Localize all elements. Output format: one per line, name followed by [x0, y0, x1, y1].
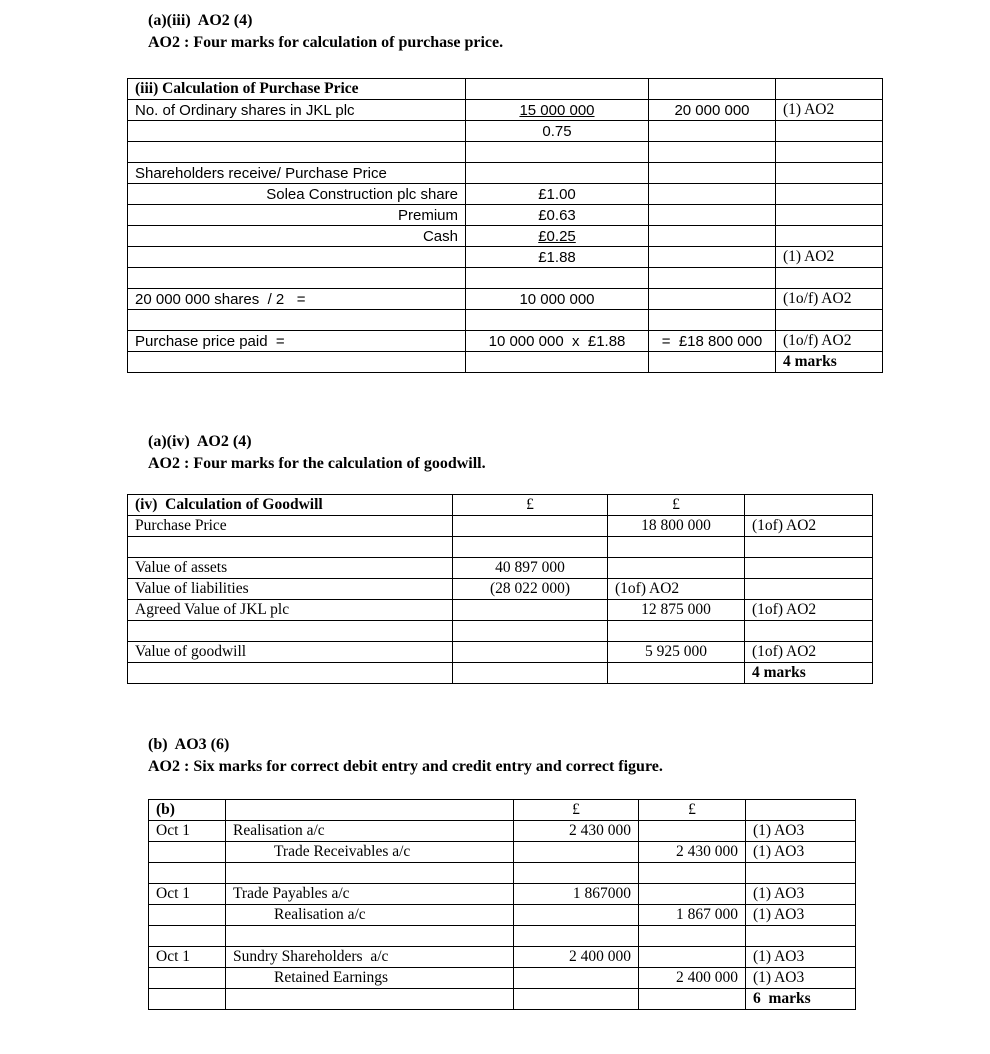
table-cell: 4 marks	[776, 352, 883, 373]
table-cell: £	[453, 495, 608, 516]
table-cell	[226, 989, 514, 1010]
table-cell: (1) AO3	[746, 842, 856, 863]
table-row	[128, 663, 873, 684]
table-cell	[128, 310, 466, 331]
table-row	[128, 205, 883, 226]
table-cell	[639, 947, 746, 968]
table-cell: Trade Receivables a/c	[226, 842, 514, 863]
table-cell: Retained Earnings	[226, 968, 514, 989]
table-row	[128, 121, 883, 142]
table-cell: 0.75	[466, 121, 649, 142]
table-cell: (iii) Calculation of Purchase Price	[128, 79, 466, 100]
table-cell	[649, 226, 776, 247]
table-cell: 40 897 000	[453, 558, 608, 579]
goodwill-table	[127, 494, 873, 684]
table-cell	[128, 121, 466, 142]
table-row	[128, 79, 883, 100]
table-row	[149, 863, 856, 884]
table-cell	[514, 863, 639, 884]
table-cell: Purchase Price	[128, 516, 453, 537]
table-cell: (1of) AO2	[745, 516, 873, 537]
section-subheading: AO2 : Four marks for calculation of purchase price.	[148, 34, 504, 51]
table-cell: Purchase price paid =	[128, 331, 466, 352]
table-row	[128, 289, 883, 310]
table-row	[128, 163, 883, 184]
table-cell: 5 925 000	[608, 642, 745, 663]
table-cell	[453, 516, 608, 537]
table-cell	[776, 142, 883, 163]
table-cell: Sundry Shareholders a/c	[226, 947, 514, 968]
table-cell	[514, 905, 639, 926]
table-row	[128, 352, 883, 373]
table-row	[128, 600, 873, 621]
table-row	[149, 905, 856, 926]
table-cell: £	[514, 800, 639, 821]
table-cell	[128, 247, 466, 268]
table-row	[128, 100, 883, 121]
table-cell	[466, 163, 649, 184]
table-cell	[776, 268, 883, 289]
table-row	[149, 989, 856, 1010]
table-cell	[746, 926, 856, 947]
table-cell: Realisation a/c	[226, 905, 514, 926]
table-cell	[649, 289, 776, 310]
section-subheading: AO2 : Four marks for the calculation of goodwill.	[148, 455, 486, 472]
table-cell	[149, 842, 226, 863]
table-cell	[649, 247, 776, 268]
table-cell	[453, 663, 608, 684]
table-row	[128, 331, 883, 352]
table-cell: Solea Construction plc share	[128, 184, 466, 205]
table-cell	[745, 621, 873, 642]
section-heading: (b) AO3 (6)	[148, 736, 230, 753]
table-cell: (1o/f) AO2	[776, 331, 883, 352]
table-cell: £	[639, 800, 746, 821]
table-cell	[649, 310, 776, 331]
table-cell	[514, 989, 639, 1010]
table-cell: £1.88	[466, 247, 649, 268]
table-cell	[466, 352, 649, 373]
purchase-price-table	[127, 78, 883, 373]
table-cell: Cash	[128, 226, 466, 247]
table-row	[128, 516, 873, 537]
table-cell	[639, 926, 746, 947]
table-row	[149, 947, 856, 968]
table-row	[128, 579, 873, 600]
table-row	[149, 884, 856, 905]
table-cell: 20 000 000	[649, 100, 776, 121]
table-cell	[608, 621, 745, 642]
table-cell	[226, 926, 514, 947]
section-a-iv-header	[148, 431, 486, 475]
table-cell: Value of assets	[128, 558, 453, 579]
table-cell	[639, 884, 746, 905]
table-cell	[639, 863, 746, 884]
table-cell	[128, 663, 453, 684]
table-row	[128, 226, 883, 247]
table-cell	[776, 163, 883, 184]
table-cell: 1 867000	[514, 884, 639, 905]
table-cell	[776, 121, 883, 142]
table-cell: Value of goodwill	[128, 642, 453, 663]
table-cell: (1of) AO2	[745, 642, 873, 663]
table-cell: (1of) AO2	[608, 579, 745, 600]
table-cell	[149, 863, 226, 884]
table-cell: (1) AO3	[746, 947, 856, 968]
table-cell: (1) AO3	[746, 905, 856, 926]
table-cell	[128, 621, 453, 642]
table-cell: (1) AO3	[746, 821, 856, 842]
table-cell: (1) AO3	[746, 884, 856, 905]
table-cell	[745, 495, 873, 516]
table-cell: (b)	[149, 800, 226, 821]
table-cell	[649, 142, 776, 163]
table-cell	[608, 537, 745, 558]
table-cell	[745, 579, 873, 600]
section-heading: (a)(iv) AO2 (4)	[148, 433, 252, 450]
table-cell: 10 000 000	[466, 289, 649, 310]
table-cell: Realisation a/c	[226, 821, 514, 842]
table-cell	[608, 663, 745, 684]
table-cell: (1of) AO2	[745, 600, 873, 621]
table-cell	[128, 268, 466, 289]
table-cell: (1) AO3	[746, 968, 856, 989]
table-cell: Agreed Value of JKL plc	[128, 600, 453, 621]
table-cell	[128, 352, 466, 373]
table-row	[128, 310, 883, 331]
table-cell	[466, 142, 649, 163]
table-cell: Oct 1	[149, 884, 226, 905]
table-cell	[649, 79, 776, 100]
table-cell	[128, 142, 466, 163]
table-cell	[453, 537, 608, 558]
table-cell: (1o/f) AO2	[776, 289, 883, 310]
journal-entries-table	[148, 799, 856, 1010]
table-row	[128, 184, 883, 205]
section-heading: (a)(iii) AO2 (4)	[148, 12, 253, 29]
table-cell: 2 400 000	[514, 947, 639, 968]
table-cell: Oct 1	[149, 821, 226, 842]
table-cell	[149, 968, 226, 989]
table-row	[128, 537, 873, 558]
table-cell	[466, 310, 649, 331]
table-row	[128, 558, 873, 579]
table-cell	[608, 558, 745, 579]
table-cell: (28 022 000)	[453, 579, 608, 600]
table-row	[128, 142, 883, 163]
table-cell: = £18 800 000	[649, 331, 776, 352]
table-cell: £1.00	[466, 184, 649, 205]
table-cell: 15 000 000	[466, 100, 649, 121]
table-cell	[149, 989, 226, 1010]
table-cell: 10 000 000 x £1.88	[466, 331, 649, 352]
table-cell	[453, 600, 608, 621]
table-cell	[776, 226, 883, 247]
table-cell	[453, 621, 608, 642]
table-cell	[149, 926, 226, 947]
table-cell	[649, 205, 776, 226]
table-cell	[453, 642, 608, 663]
table-cell	[226, 800, 514, 821]
table-cell: No. of Ordinary shares in JKL plc	[128, 100, 466, 121]
table-cell	[776, 184, 883, 205]
table-cell	[226, 863, 514, 884]
section-subheading: AO2 : Six marks for correct debit entry and credit entry and correct figure.	[148, 758, 663, 775]
table-row	[149, 800, 856, 821]
table-cell: 1 867 000	[639, 905, 746, 926]
table-cell: Premium	[128, 205, 466, 226]
table-cell: Oct 1	[149, 947, 226, 968]
table-cell	[649, 352, 776, 373]
table-row	[128, 495, 873, 516]
table-cell	[746, 863, 856, 884]
table-row	[149, 842, 856, 863]
table-cell	[649, 184, 776, 205]
table-cell	[128, 537, 453, 558]
table-cell	[746, 800, 856, 821]
table-cell: 6 marks	[746, 989, 856, 1010]
table-cell	[514, 968, 639, 989]
table-cell	[776, 310, 883, 331]
table-cell	[745, 558, 873, 579]
table-cell: Trade Payables a/c	[226, 884, 514, 905]
section-b-header	[148, 734, 663, 778]
table-cell: (1) AO2	[776, 247, 883, 268]
table-cell: 18 800 000	[608, 516, 745, 537]
table-cell	[776, 205, 883, 226]
table-cell	[514, 926, 639, 947]
table-cell: £0.63	[466, 205, 649, 226]
table-cell: 12 875 000	[608, 600, 745, 621]
table-cell: £	[608, 495, 745, 516]
table-cell: £0.25	[466, 226, 649, 247]
table-cell: 2 430 000	[514, 821, 639, 842]
table-row	[149, 821, 856, 842]
table-row	[149, 926, 856, 947]
table-cell	[149, 905, 226, 926]
table-cell: 2 430 000	[639, 842, 746, 863]
table-cell: Shareholders receive/ Purchase Price	[128, 163, 466, 184]
table-cell	[776, 79, 883, 100]
table-cell	[639, 989, 746, 1010]
section-a-iii-header	[148, 10, 503, 54]
table-cell	[745, 537, 873, 558]
table-cell: Value of liabilities	[128, 579, 453, 600]
table-row	[128, 247, 883, 268]
table-cell	[466, 79, 649, 100]
table-row	[149, 968, 856, 989]
table-cell	[649, 163, 776, 184]
table-cell	[649, 121, 776, 142]
table-cell: 2 400 000	[639, 968, 746, 989]
table-row	[128, 642, 873, 663]
table-row	[128, 621, 873, 642]
table-cell: 20 000 000 shares / 2 =	[128, 289, 466, 310]
table-cell: (1) AO2	[776, 100, 883, 121]
table-cell	[639, 821, 746, 842]
table-cell	[514, 842, 639, 863]
table-cell	[649, 268, 776, 289]
table-cell: 4 marks	[745, 663, 873, 684]
table-row	[128, 268, 883, 289]
table-cell	[466, 268, 649, 289]
table-cell: (iv) Calculation of Goodwill	[128, 495, 453, 516]
